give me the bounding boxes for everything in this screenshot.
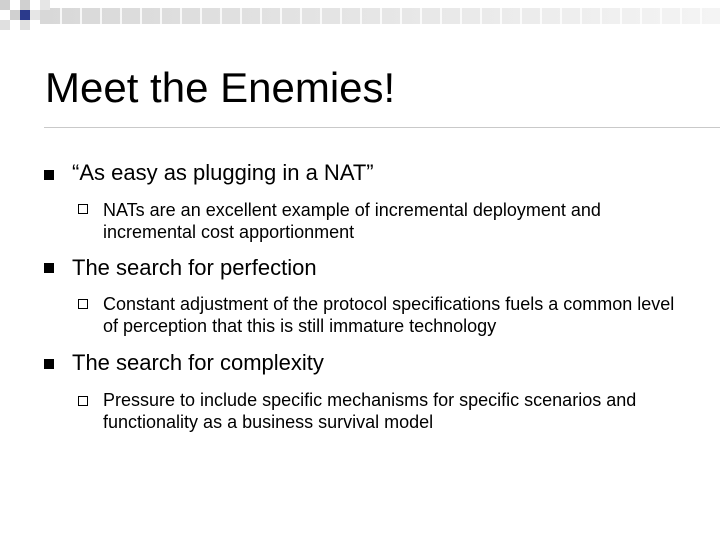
hollow-square-bullet-icon bbox=[78, 396, 88, 406]
title-divider bbox=[44, 127, 720, 128]
hollow-square-bullet-icon bbox=[78, 204, 88, 214]
bullet-1-subbullet-1-text: NATs are an excellent example of incremental deployment and incremental cost apportionment bbox=[103, 200, 601, 242]
bullet-2-text: The search for perfection bbox=[72, 255, 317, 280]
bullet-2-subbullet-1-text: Constant adjustment of the protocol specifications fuels a common level of perception that this is still immature technology bbox=[103, 294, 675, 336]
bullet-3-text: The search for complexity bbox=[72, 350, 324, 375]
hollow-square-bullet-icon bbox=[78, 299, 88, 309]
header-decoration bbox=[0, 0, 720, 40]
filled-square-bullet-icon bbox=[44, 359, 54, 369]
accent-square bbox=[20, 10, 30, 20]
bullet-1-text: “As easy as plugging in a NAT” bbox=[72, 160, 374, 185]
bullet-3-subbullet-1-text: Pressure to include specific mechanisms for specific scenarios and functionality as a business survival model bbox=[103, 390, 637, 432]
slide-title: Meet the Enemies! bbox=[45, 64, 396, 111]
filled-square-bullet-icon bbox=[44, 170, 54, 180]
filled-square-bullet-icon bbox=[44, 263, 54, 273]
checkered-band-graphic bbox=[0, 0, 720, 40]
